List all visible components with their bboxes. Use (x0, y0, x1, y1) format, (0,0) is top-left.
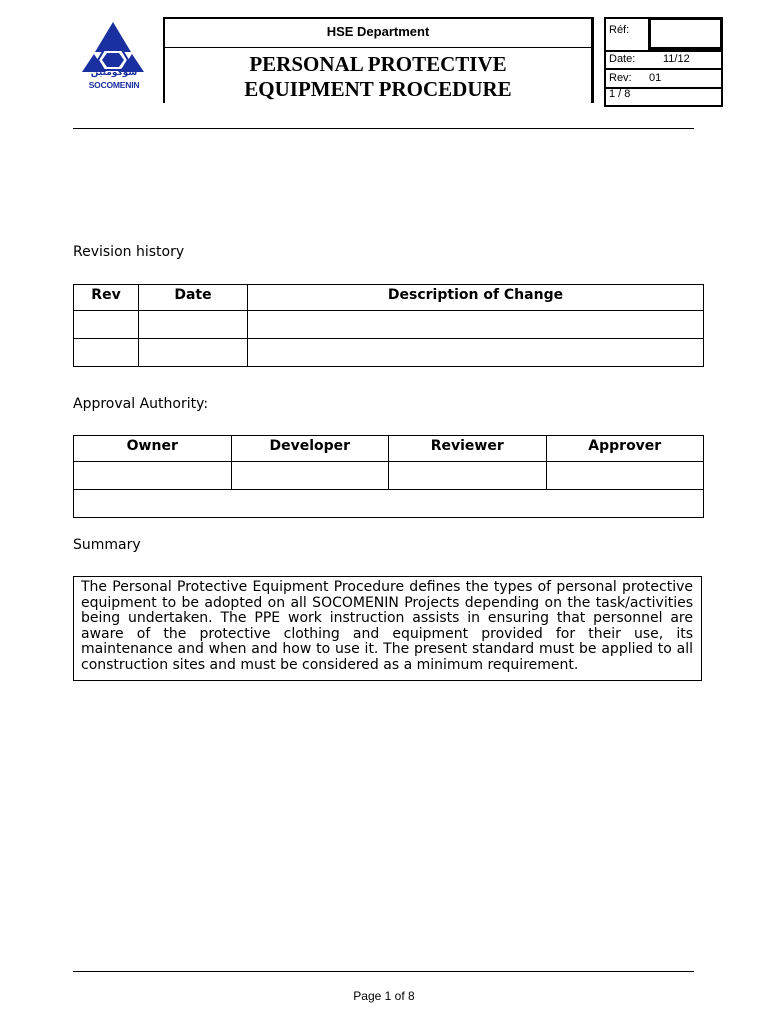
table-cell (74, 490, 704, 518)
info-divider (604, 50, 723, 52)
department-label: HSE Department (165, 19, 591, 48)
table-cell (248, 339, 704, 367)
table-row (74, 490, 704, 518)
summary-text: The Personal Protective Equipment Procedure defines the types of personal protective equipment to be adopted on all SOCOMENIN Projects depending on the task/activities being undertaken. The PPE work instruction assists in ensuring that personnel are aware of the protective clothing and equipment provided for their use, its maintenance and when and how to use it. The present standard must be applied to all construction sites and must be considered as a minimum requirement. (73, 576, 702, 681)
table-cell (74, 311, 139, 339)
ref-value-cell (648, 17, 723, 50)
document-title (165, 52, 591, 102)
column-header: Reviewer (389, 436, 547, 462)
table-cell (74, 339, 139, 367)
table-row (74, 339, 704, 367)
header-rule (73, 128, 694, 129)
table-cell (248, 311, 704, 339)
table-row (74, 311, 704, 339)
page-fraction: 1 / 8 (609, 88, 631, 100)
table-cell (139, 339, 248, 367)
column-header: Date (139, 285, 248, 311)
column-header: Developer (231, 436, 389, 462)
summary-label: Summary (73, 537, 141, 553)
table-cell (231, 462, 389, 490)
date-value: 11/12 (663, 53, 690, 65)
revision-history-table (73, 284, 704, 367)
rev-value: 01 (649, 72, 662, 84)
approval-authority-table (73, 435, 704, 518)
table-cell (546, 462, 704, 490)
revision-history-label: Revision history (73, 244, 185, 260)
company-name-arabic: سوكومنين (90, 68, 138, 78)
title-line-2: EQUIPMENT PROCEDURE (244, 77, 512, 101)
table-cell (139, 311, 248, 339)
ref-label: Réf: (609, 24, 630, 36)
table-cell (74, 462, 232, 490)
footer-rule (73, 971, 694, 972)
approval-authority-label: Approval Authority: (73, 396, 209, 412)
table-row (74, 462, 704, 490)
title-line-1: PERSONAL PROTECTIVE (249, 52, 507, 76)
info-divider (604, 68, 723, 70)
company-name: SOCOMENIN (88, 80, 140, 90)
column-header: Rev (74, 285, 139, 311)
date-label: Date: (609, 53, 636, 65)
page-number: Page 1 of 8 (353, 989, 415, 1003)
column-header: Owner (74, 436, 232, 462)
rev-label: Rev: (609, 72, 632, 84)
column-header: Description of Change (248, 285, 704, 311)
table-cell (389, 462, 547, 490)
column-header: Approver (546, 436, 704, 462)
